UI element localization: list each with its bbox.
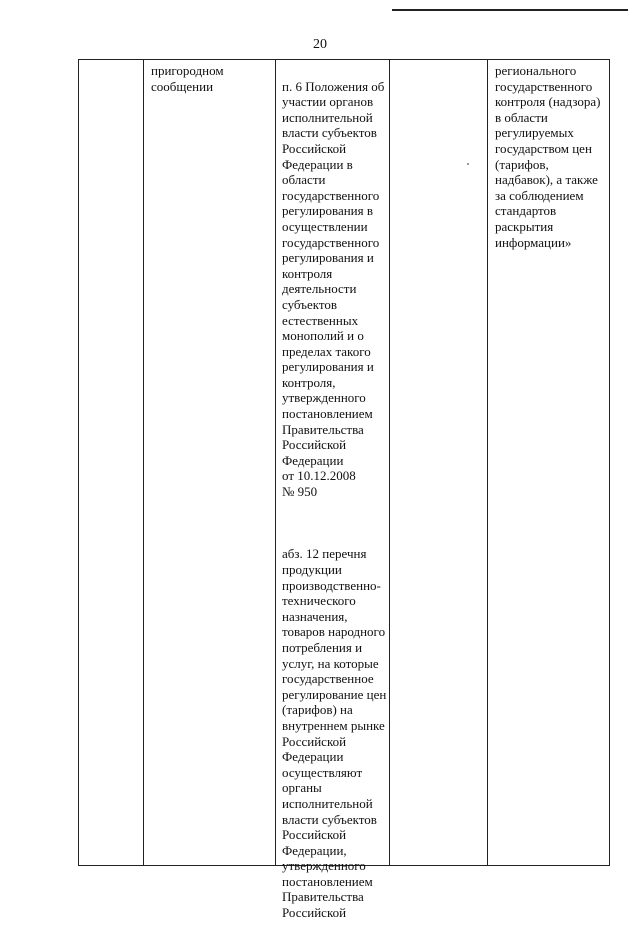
table-divider-3 bbox=[389, 59, 390, 866]
table-border-left bbox=[78, 59, 79, 866]
header-rule bbox=[392, 9, 628, 11]
scan-speck bbox=[467, 163, 469, 165]
table-divider-2 bbox=[275, 59, 276, 866]
cell-col3-legal-reference-2: абз. 12 перечня продукции производственно- технического назначения, товаров народного потребления и услуг, на которые государственное регулирование цен (тарифов) на внутреннем рынке Российской Федерации осуществляют органы исполнительной власти субъектов Российской Федерации, утвержденного постановлением Правительства Российской bbox=[282, 546, 387, 921]
cell-col3 bbox=[282, 63, 386, 936]
page-number: 20 bbox=[313, 37, 327, 52]
table-top-border bbox=[78, 59, 610, 60]
paragraph-spacer bbox=[282, 515, 386, 531]
cell-col5-text: регионального государственного контроля (надзора) в области регулируемых государством цен (тарифов, надбавок), а также за соблюдением стандартов раскрытия информации» bbox=[495, 63, 601, 250]
table-divider-4 bbox=[487, 59, 488, 866]
table-border-right bbox=[609, 59, 610, 866]
table-divider-1 bbox=[143, 59, 144, 866]
cell-col2-text: пригородном сообщении bbox=[151, 63, 224, 94]
cell-col3-legal-reference-1: п. 6 Положения об участии органов исполнительной власти субъектов Российской Федерации в области государственного регулирования в осуществлении государственного регулирования и контроля деятельности субъектов естественных монополий и о пределах такого регулирования и контроля, утвержденного постановлением Правительства Российской Федерации от 10.12.2008 № 950 bbox=[282, 78, 385, 500]
